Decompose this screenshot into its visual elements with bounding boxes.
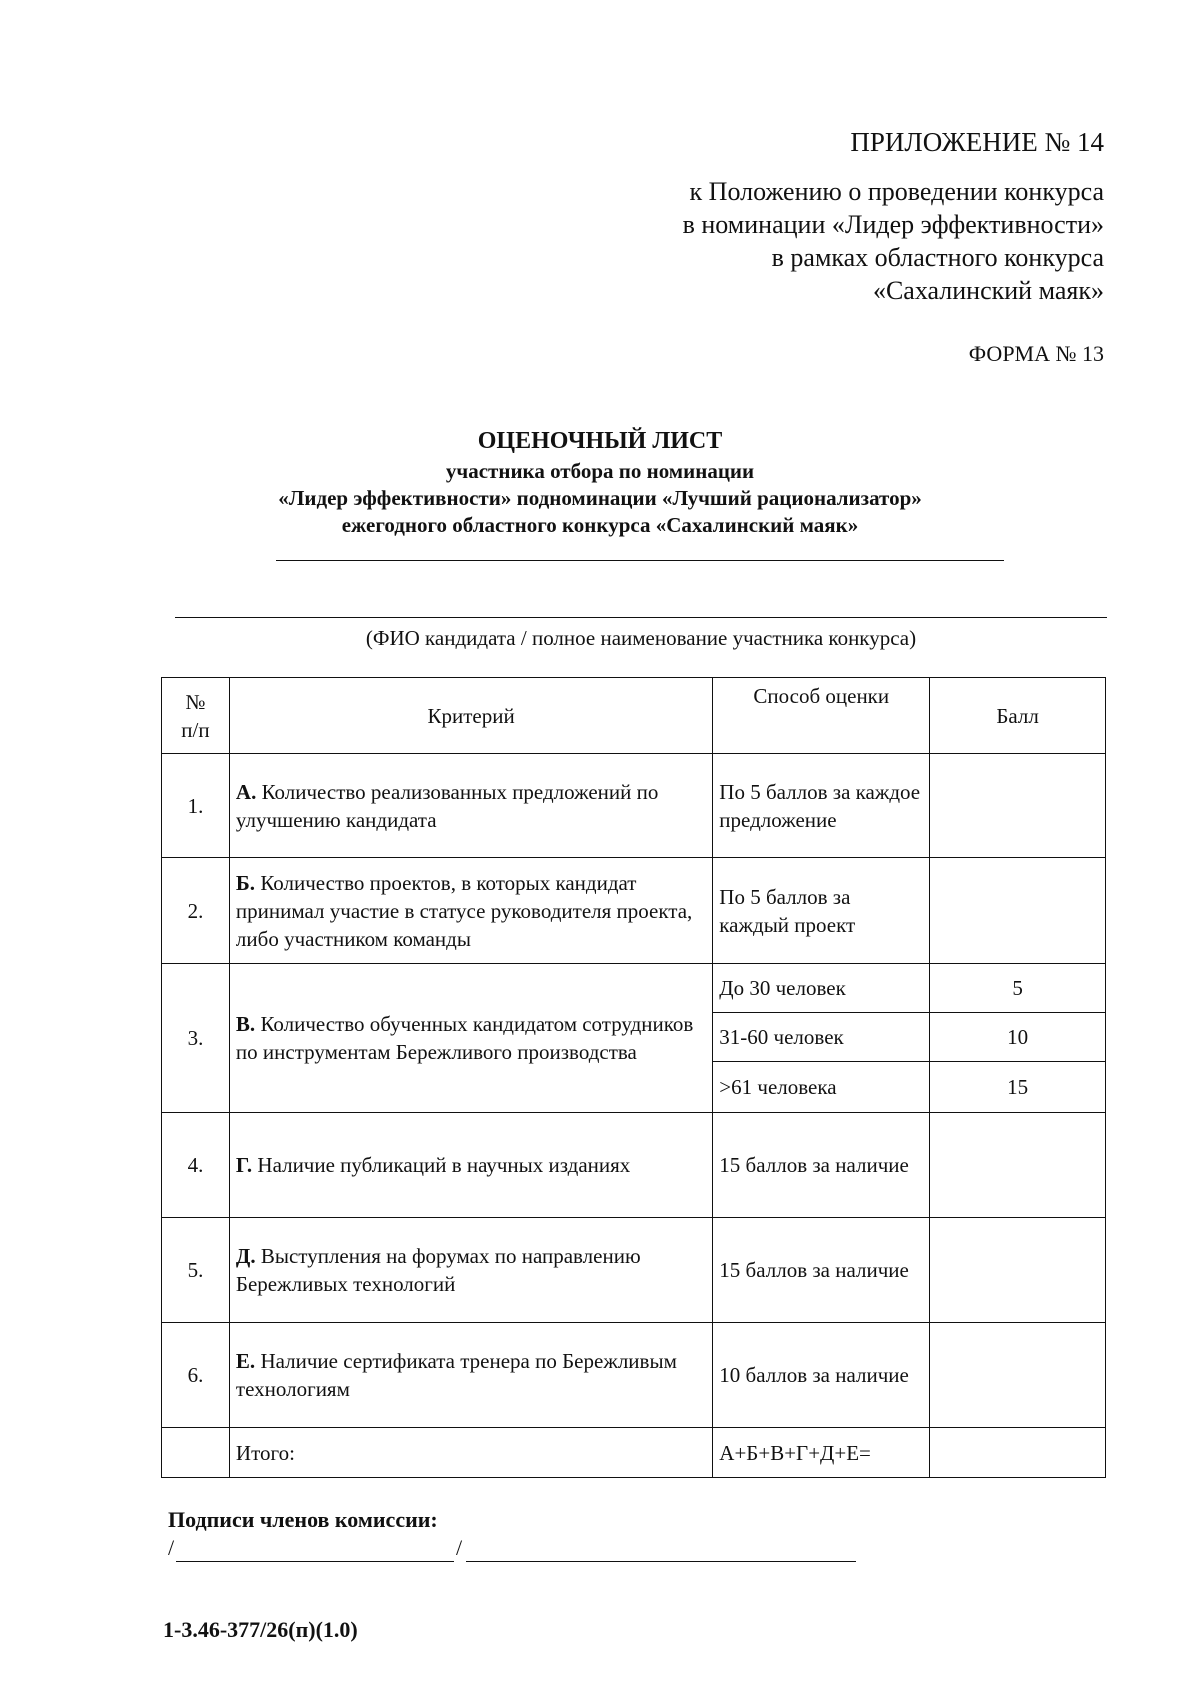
row-num: 6. [162, 1323, 230, 1428]
row-criterion: Б. Количество проектов, в которых кандидат принимал участие в статусе руководителя проекта, либо участником команды [229, 858, 712, 964]
document-subtitle-line: ежегодного областного конкурса «Сахалинский маяк» [341, 513, 859, 537]
signature-slash: / [456, 1535, 463, 1560]
total-num [162, 1428, 230, 1478]
header-method: Способ оценки [713, 678, 930, 754]
appendix-line: в номинации «Лидер эффективности» [682, 210, 1104, 239]
total-score[interactable] [930, 1428, 1106, 1478]
row-score: 10 [930, 1013, 1106, 1062]
row-score[interactable] [930, 1218, 1106, 1323]
evaluation-table [161, 677, 1106, 1478]
row-method: 10 баллов за наличие [713, 1323, 930, 1428]
table-header-row [162, 678, 1106, 754]
header-score: Балл [930, 678, 1106, 754]
row-method: 15 баллов за наличие [713, 1113, 930, 1218]
row-method: До 30 человек [713, 964, 930, 1013]
document-subtitle-line: «Лидер эффективности» подноминации «Лучший рационализатор» [278, 486, 922, 510]
header-num: № п/п [162, 678, 230, 754]
signature-line[interactable] [176, 1537, 454, 1562]
table-row [162, 1218, 1106, 1323]
total-formula: А+Б+В+Г+Д+Е= [713, 1428, 930, 1478]
row-score: 15 [930, 1062, 1106, 1113]
table-row [162, 1323, 1106, 1428]
row-num: 4. [162, 1113, 230, 1218]
row-method: >61 человека [713, 1062, 930, 1113]
row-score[interactable] [930, 1113, 1106, 1218]
row-method: 31-60 человек [713, 1013, 930, 1062]
row-criterion: Г. Наличие публикаций в научных изданиях [229, 1113, 712, 1218]
table-row [162, 964, 1106, 1013]
table-row [162, 858, 1106, 964]
total-label: Итого: [229, 1428, 712, 1478]
appendix-line: в рамках областного конкурса [771, 243, 1104, 272]
row-score[interactable] [930, 754, 1106, 858]
row-criterion: В. Количество обученных кандидатом сотрудников по инструментам Бережливого производства [229, 964, 712, 1113]
candidate-name-line [175, 617, 1107, 618]
row-method: По 5 баллов за каждое предложение [713, 754, 930, 858]
document-title: ОЦЕНОЧНЫЙ ЛИСТ [477, 428, 723, 454]
row-criterion: А. Количество реализованных предложений по улучшению кандидата [229, 754, 712, 858]
document-code: 1-3.46-377/26(п)(1.0) [163, 1617, 358, 1642]
row-criterion: Е. Наличие сертификата тренера по Бережливым технологиям [229, 1323, 712, 1428]
appendix-title: ПРИЛОЖЕНИЕ № 14 [850, 127, 1104, 157]
row-score[interactable] [930, 858, 1106, 964]
row-num: 1. [162, 754, 230, 858]
table-row [162, 1113, 1106, 1218]
appendix-line: к Положению о проведении конкурса [689, 177, 1104, 206]
row-score[interactable] [930, 1323, 1106, 1428]
signature-line[interactable] [466, 1537, 856, 1562]
header-criterion: Критерий [229, 678, 712, 754]
row-num: 5. [162, 1218, 230, 1323]
title-underline [276, 560, 1004, 561]
signature-slash: / [168, 1535, 175, 1560]
table-total-row [162, 1428, 1106, 1478]
row-num: 2. [162, 858, 230, 964]
document-subtitle-line: участника отбора по номинации [445, 459, 755, 483]
appendix-line: «Сахалинский маяк» [872, 276, 1104, 305]
row-method: 15 баллов за наличие [713, 1218, 930, 1323]
row-method: По 5 баллов за каждый проект [713, 858, 930, 964]
signatures-title: Подписи членов комиссии: [168, 1507, 438, 1532]
appendix-subtitle [683, 175, 1104, 307]
form-number: ФОРМА № 13 [968, 341, 1104, 366]
row-num: 3. [162, 964, 230, 1113]
table-row [162, 754, 1106, 858]
candidate-name-caption: (ФИО кандидата / полное наименование участника конкурса) [365, 626, 917, 650]
row-score: 5 [930, 964, 1106, 1013]
row-criterion: Д. Выступления на форумах по направлению Бережливых технологий [229, 1218, 712, 1323]
